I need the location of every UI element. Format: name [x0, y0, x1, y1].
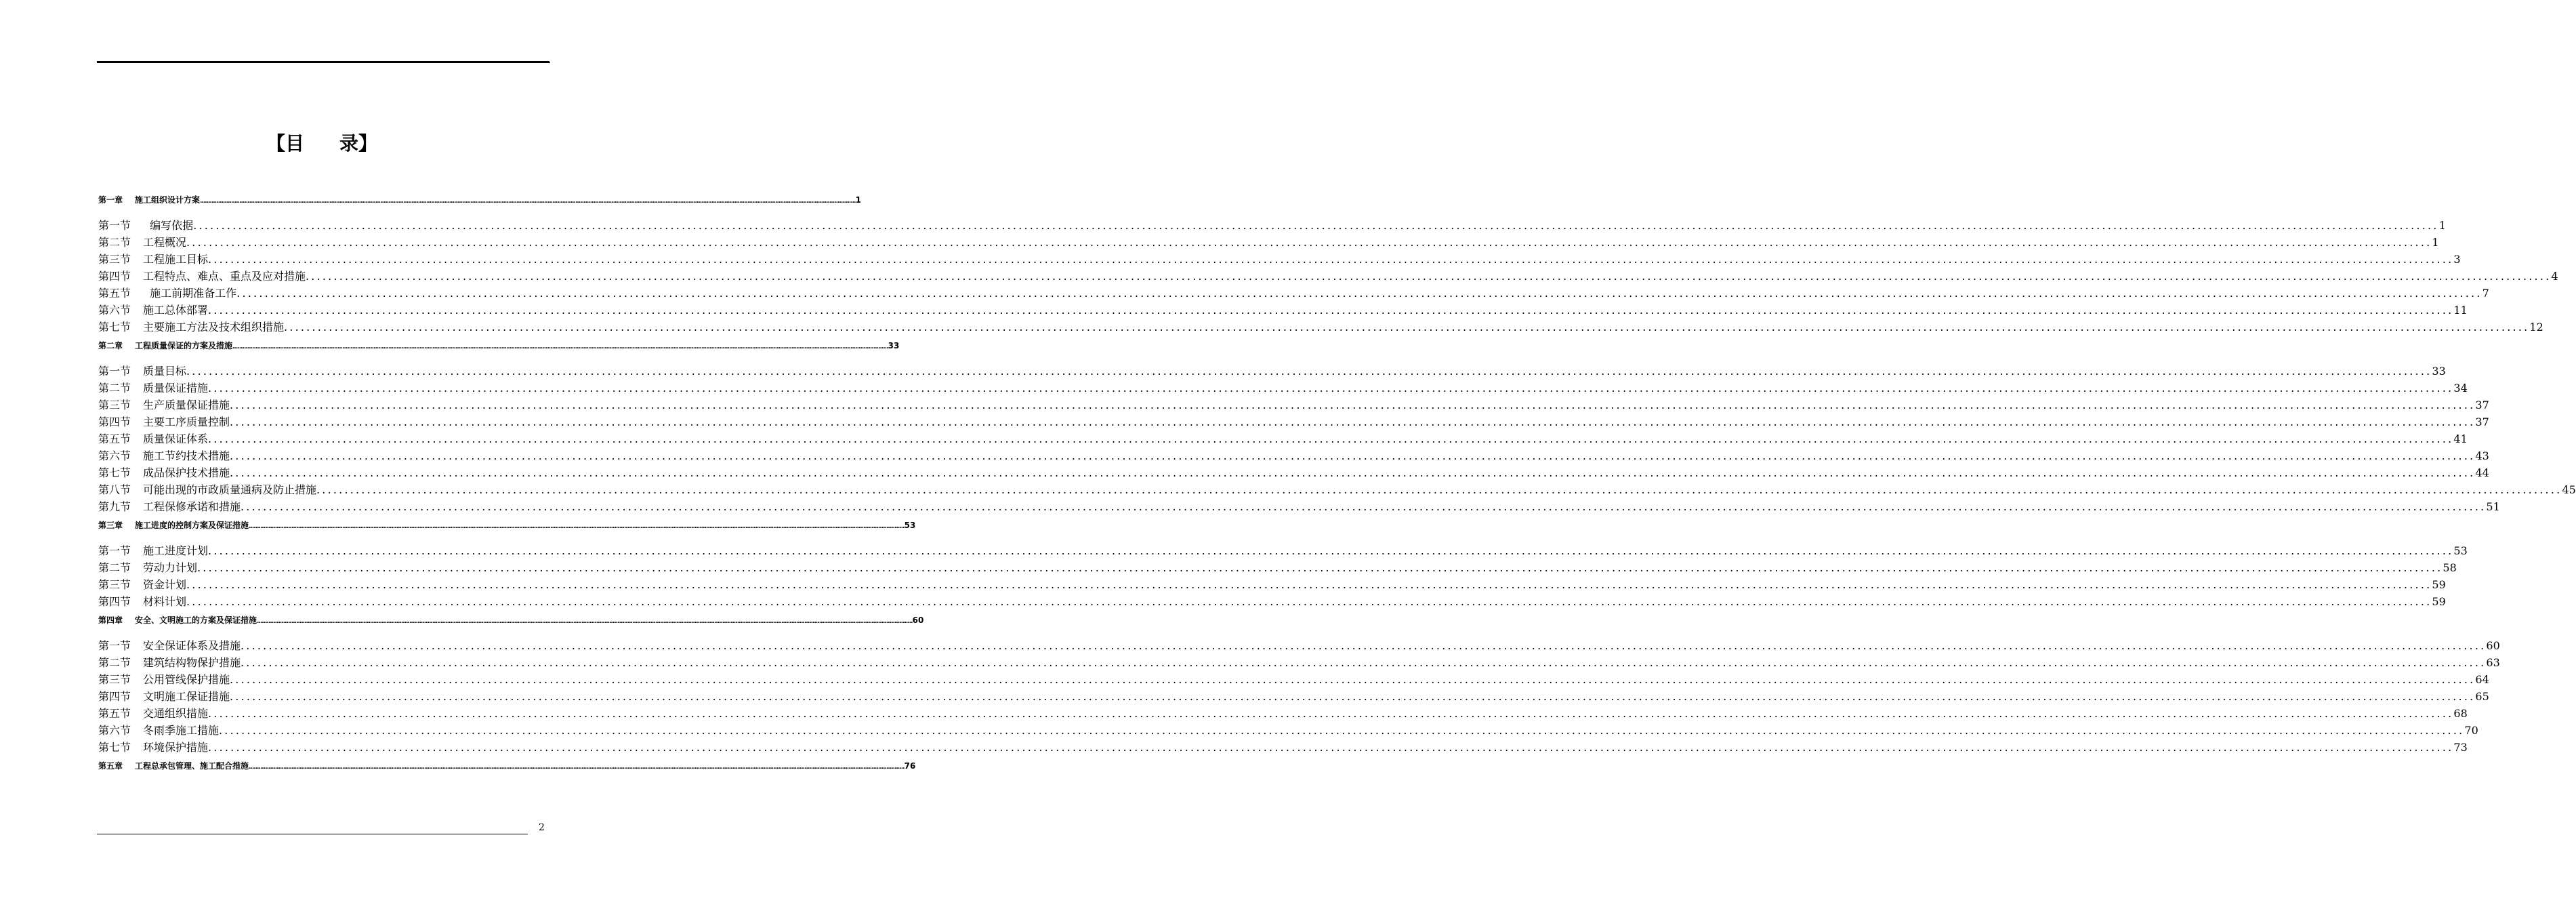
toc-dot-leader: ................................................................................................................................................................................................................................................................................................................................................................................................................: [230, 449, 2476, 462]
toc-entry-number: 第六节: [98, 304, 131, 317]
toc-dot-leader: ................................................................................................................................................................................................................................................................................................................................................................................................................: [193, 219, 2439, 232]
toc-page-number: 43: [2475, 449, 2489, 462]
toc-dot-leader: ................................................................................................................................................................................................................................................................................................................................................................................................................: [230, 399, 2476, 411]
toc-entry-number: 第三节: [98, 399, 131, 411]
toc-entry-number: 第一节: [98, 639, 131, 652]
toc-page-number: 73: [2453, 741, 2468, 754]
toc-dot-leader: ................................................................................................................................................................................................................................................................................................................................................................................................................: [230, 673, 2476, 686]
toc-entry-label: [98, 610, 257, 630]
toc-entry-label: [98, 234, 186, 251]
toc-dot-leader: ................................................................................................................................................................................................................................................................................................................................................................................................................: [219, 724, 2465, 737]
toc-section-entry[interactable]: [98, 413, 2489, 430]
toc-entry-label: [98, 302, 208, 319]
toc-section-entry[interactable]: [98, 654, 2500, 671]
toc-dot-leader: ................................................................................................................................................................................................................................................................................................................................................................................................................: [241, 656, 2487, 669]
toc-entry-number: 第四节: [98, 270, 131, 283]
toc-entry-label: [98, 498, 241, 515]
toc-chapter-entry[interactable]: [98, 515, 916, 535]
toc-entry-label: [98, 217, 193, 234]
toc-section-entry[interactable]: [98, 498, 2500, 515]
toc-page-number: 58: [2443, 561, 2457, 574]
toc-page-number: 68: [2453, 707, 2468, 720]
toc-entry-number: 第三章: [98, 521, 123, 530]
toc-entry-number: 第四节: [98, 595, 131, 608]
toc-entry-label: [98, 637, 241, 654]
toc-entry-label: [98, 336, 232, 356]
toc-dot-leader: ................................................................................................................................................................................................................................................................................................................................................................................................................: [232, 344, 888, 350]
table-of-contents: [98, 190, 2576, 779]
toc-entry-label: [98, 542, 208, 559]
toc-entry-title: 主要施工方法及技术组织措施: [143, 321, 285, 333]
toc-section-entry[interactable]: [98, 251, 2461, 268]
toc-chapter-entry[interactable]: [98, 190, 861, 210]
title-left: 【目: [266, 132, 304, 155]
toc-page-number: 59: [2432, 595, 2446, 608]
toc-section-entry[interactable]: [98, 722, 2478, 739]
toc-section-entry[interactable]: [98, 576, 2446, 593]
header-rule: [97, 61, 549, 63]
toc-entry-label: [98, 671, 230, 688]
toc-section-entry[interactable]: [98, 559, 2457, 576]
toc-page-number: 45: [2562, 483, 2576, 496]
toc-page-number: 37: [2475, 416, 2489, 428]
toc-dot-leader: ................................................................................................................................................................................................................................................................................................................................................................................................................: [241, 639, 2487, 652]
toc-entry-title: 编写依据: [143, 219, 194, 232]
toc-entry-title: 质量目标: [143, 365, 187, 378]
toc-section-entry[interactable]: [98, 593, 2446, 610]
toc-entry-title: 质量保证措施: [143, 382, 209, 394]
toc-page-number: 33: [888, 341, 900, 350]
toc-dot-leader: ................................................................................................................................................................................................................................................................................................................................................................................................................: [208, 544, 2454, 557]
toc-entry-title: 工程保修承诺和措施: [143, 500, 241, 513]
header-rule-tail: [546, 62, 550, 63]
toc-section-entry[interactable]: [98, 380, 2468, 397]
toc-entry-number: 第四节: [98, 416, 131, 428]
toc-section-entry[interactable]: [98, 671, 2489, 688]
toc-dot-leader: ................................................................................................................................................................................................................................................................................................................................................................................................................: [306, 270, 2552, 283]
toc-entry-label: [98, 413, 230, 430]
toc-entry-label: [98, 593, 186, 610]
toc-section-entry[interactable]: [98, 319, 2543, 336]
toc-entry-label: [98, 190, 200, 210]
toc-page-number: 65: [2475, 690, 2489, 703]
toc-entry-number: 第七节: [98, 321, 131, 333]
toc-entry-title: 施工总体部署: [143, 304, 209, 317]
toc-entry-number: 第三节: [98, 253, 131, 266]
toc-entry-title: 施工节约技术措施: [143, 449, 230, 462]
toc-page-number: 4: [2551, 270, 2558, 283]
toc-page-number: 70: [2464, 724, 2478, 737]
toc-page-number: 51: [2486, 500, 2500, 513]
toc-entry-label: [98, 739, 208, 756]
toc-dot-leader: ................................................................................................................................................................................................................................................................................................................................................................................................................: [230, 416, 2476, 428]
toc-dot-leader: ................................................................................................................................................................................................................................................................................................................................................................................................................: [249, 764, 905, 771]
toc-dot-leader: ................................................................................................................................................................................................................................................................................................................................................................................................................: [208, 432, 2454, 445]
toc-section-entry[interactable]: [98, 705, 2468, 722]
toc-section-entry[interactable]: [98, 688, 2489, 705]
toc-entry-label: [98, 654, 241, 671]
toc-page-number: 59: [2432, 578, 2446, 591]
toc-entry-title: 可能出现的市政质量通病及防止措施: [143, 483, 317, 496]
toc-page-number: 64: [2475, 673, 2489, 686]
toc-entry-number: 第八节: [98, 483, 131, 496]
toc-entry-label: [98, 268, 306, 285]
toc-entry-title: 材料计划: [143, 595, 187, 608]
toc-section-entry[interactable]: [98, 481, 2576, 498]
toc-page-number: 33: [2432, 365, 2446, 378]
toc-entry-label: [98, 481, 316, 498]
toc-entry-title: 劳动力计划: [143, 561, 198, 574]
toc-entry-label: [98, 688, 230, 705]
toc-entry-title: 公用管线保护措施: [143, 673, 230, 686]
toc-page-number: 1: [2438, 219, 2446, 232]
toc-section-entry[interactable]: [98, 268, 2558, 285]
toc-page-number: 60: [2486, 639, 2500, 652]
toc-entry-label: [98, 251, 208, 268]
toc-entry-label: [98, 397, 230, 413]
toc-entry-title: 工程特点、难点、重点及应对措施: [143, 270, 306, 283]
toc-entry-label: [98, 285, 236, 302]
toc-page-number: 60: [912, 615, 924, 625]
toc-section-entry[interactable]: [98, 397, 2489, 413]
toc-section-entry[interactable]: [98, 363, 2446, 380]
toc-dot-leader: ................................................................................................................................................................................................................................................................................................................................................................................................................: [186, 365, 2432, 378]
toc-dot-leader: ................................................................................................................................................................................................................................................................................................................................................................................................................: [186, 595, 2432, 608]
toc-entry-title: 交通组织措施: [143, 707, 209, 720]
toc-entry-number: 第六节: [98, 449, 131, 462]
toc-entry-number: 第二章: [98, 341, 123, 350]
toc-chapter-entry[interactable]: [98, 610, 924, 630]
toc-dot-leader: ................................................................................................................................................................................................................................................................................................................................................................................................................: [200, 198, 856, 205]
toc-entry-title: 质量保证体系: [143, 432, 209, 445]
toc-entry-number: 第五节: [98, 707, 131, 720]
toc-page-number: 37: [2475, 399, 2489, 411]
toc-entry-title: 施工组织设计方案: [135, 195, 201, 205]
toc-entry-title: 资金计划: [143, 578, 187, 591]
toc-dot-leader: ................................................................................................................................................................................................................................................................................................................................................................................................................: [186, 578, 2432, 591]
toc-entry-label: [98, 559, 197, 576]
toc-entry-title: 文明施工保证措施: [143, 690, 230, 703]
toc-page-number: 63: [2486, 656, 2500, 669]
toc-dot-leader: ................................................................................................................................................................................................................................................................................................................................................................................................................: [284, 321, 2530, 333]
toc-dot-leader: ................................................................................................................................................................................................................................................................................................................................................................................................................: [197, 561, 2443, 574]
toc-entry-label: [98, 756, 249, 776]
toc-dot-leader: ................................................................................................................................................................................................................................................................................................................................................................................................................: [249, 523, 905, 530]
toc-page-number: 34: [2453, 382, 2468, 394]
toc-page-number: 3: [2453, 253, 2461, 266]
toc-entry-number: 第三节: [98, 673, 131, 686]
toc-page-number: 76: [904, 761, 916, 771]
toc-dot-leader: ................................................................................................................................................................................................................................................................................................................................................................................................................: [208, 741, 2454, 754]
toc-entry-label: [98, 705, 208, 722]
toc-dot-leader: ................................................................................................................................................................................................................................................................................................................................................................................................................: [208, 382, 2454, 394]
toc-section-entry[interactable]: [98, 447, 2489, 464]
toc-entry-number: 第三节: [98, 578, 131, 591]
toc-entry-number: 第九节: [98, 500, 131, 513]
toc-entry-title: 安全、文明施工的方案及保证措施: [135, 615, 257, 625]
toc-dot-leader: ................................................................................................................................................................................................................................................................................................................................................................................................................: [236, 287, 2482, 300]
toc-entry-label: [98, 515, 249, 535]
toc-entry-label: [98, 363, 186, 380]
toc-entry-title: 工程施工目标: [143, 253, 209, 266]
toc-entry-label: [98, 464, 230, 481]
toc-dot-leader: ................................................................................................................................................................................................................................................................................................................................................................................................................: [208, 707, 2454, 720]
toc-page-number: 1: [2432, 236, 2439, 249]
toc-entry-label: [98, 576, 186, 593]
toc-dot-leader: ................................................................................................................................................................................................................................................................................................................................................................................................................: [208, 253, 2454, 266]
toc-dot-leader: ................................................................................................................................................................................................................................................................................................................................................................................................................: [230, 466, 2476, 479]
toc-entry-number: 第二节: [98, 382, 131, 394]
toc-section-entry[interactable]: [98, 637, 2500, 654]
toc-page-number: 7: [2482, 287, 2489, 300]
toc-entry-title: 环境保护措施: [143, 741, 209, 754]
toc-chapter-entry[interactable]: [98, 336, 900, 356]
title-right: 录】: [339, 132, 378, 155]
toc-entry-number: 第一节: [98, 365, 131, 378]
toc-entry-title: 冬雨季施工措施: [143, 724, 220, 737]
toc-section-entry[interactable]: [98, 285, 2489, 302]
toc-page-number: 1: [855, 195, 861, 205]
toc-dot-leader: ................................................................................................................................................................................................................................................................................................................................................................................................................: [257, 618, 913, 625]
toc-entry-title: 施工进度计划: [143, 544, 209, 557]
toc-entry-title: 成品保护技术措施: [143, 466, 230, 479]
toc-dot-leader: ................................................................................................................................................................................................................................................................................................................................................................................................................: [208, 304, 2454, 317]
toc-dot-leader: ................................................................................................................................................................................................................................................................................................................................................................................................................: [241, 500, 2487, 513]
toc-entry-number: 第七节: [98, 741, 131, 754]
toc-entry-number: 第五章: [98, 761, 123, 771]
toc-page-number: 53: [2453, 544, 2468, 557]
toc-page-number: 41: [2453, 432, 2468, 445]
toc-entry-title: 生产质量保证措施: [143, 399, 230, 411]
toc-entry-number: 第一节: [98, 544, 131, 557]
toc-entry-number: 第五节: [98, 287, 131, 300]
toc-entry-label: [98, 722, 219, 739]
toc-entry-number: 第一章: [98, 195, 123, 205]
toc-section-entry[interactable]: [98, 464, 2489, 481]
toc-entry-label: [98, 319, 284, 336]
toc-page-number: 11: [2453, 304, 2468, 317]
toc-entry-title: 工程质量保证的方案及措施: [135, 341, 233, 350]
toc-dot-leader: ................................................................................................................................................................................................................................................................................................................................................................................................................: [230, 690, 2476, 703]
toc-chapter-entry[interactable]: [98, 756, 916, 776]
toc-entry-title: 主要工序质量控制: [143, 416, 230, 428]
toc-page-number: 44: [2475, 466, 2489, 479]
toc-entry-number: 第五节: [98, 432, 131, 445]
toc-entry-title: 建筑结构物保护措施: [143, 656, 241, 669]
toc-dot-leader: ................................................................................................................................................................................................................................................................................................................................................................................................................: [186, 236, 2432, 249]
toc-entry-number: 第四章: [98, 615, 123, 625]
toc-entry-title: 工程概况: [143, 236, 187, 249]
toc-dot-leader: ................................................................................................................................................................................................................................................................................................................................................................................................................: [316, 483, 2562, 496]
toc-section-entry[interactable]: [98, 739, 2468, 756]
toc-entry-number: 第二节: [98, 656, 131, 669]
toc-entry-title: 安全保证体系及措施: [143, 639, 241, 652]
toc-page-number: 53: [904, 521, 916, 530]
toc-entry-title: 工程总承包管理、施工配合措施: [135, 761, 249, 771]
toc-entry-number: 第二节: [98, 561, 131, 574]
toc-entry-title: 施工前期准备工作: [143, 287, 237, 300]
toc-section-entry[interactable]: [98, 430, 2468, 447]
page-title: [0, 129, 644, 156]
toc-entry-title: 施工进度的控制方案及保证措施: [135, 521, 249, 530]
toc-entry-number: 第四节: [98, 690, 131, 703]
toc-section-entry[interactable]: [98, 302, 2468, 319]
toc-entry-label: [98, 430, 208, 447]
toc-section-entry[interactable]: [98, 542, 2468, 559]
toc-entry-number: 第一节: [98, 219, 131, 232]
toc-entry-number: 第二节: [98, 236, 131, 249]
toc-entry-label: [98, 447, 230, 464]
toc-page-number: 12: [2529, 321, 2543, 333]
toc-entry-number: 第六节: [98, 724, 131, 737]
toc-entry-label: [98, 380, 208, 397]
toc-section-entry[interactable]: [98, 217, 2446, 234]
page-number: 2: [539, 822, 545, 833]
toc-entry-number: 第七节: [98, 466, 131, 479]
toc-section-entry[interactable]: [98, 234, 2439, 251]
